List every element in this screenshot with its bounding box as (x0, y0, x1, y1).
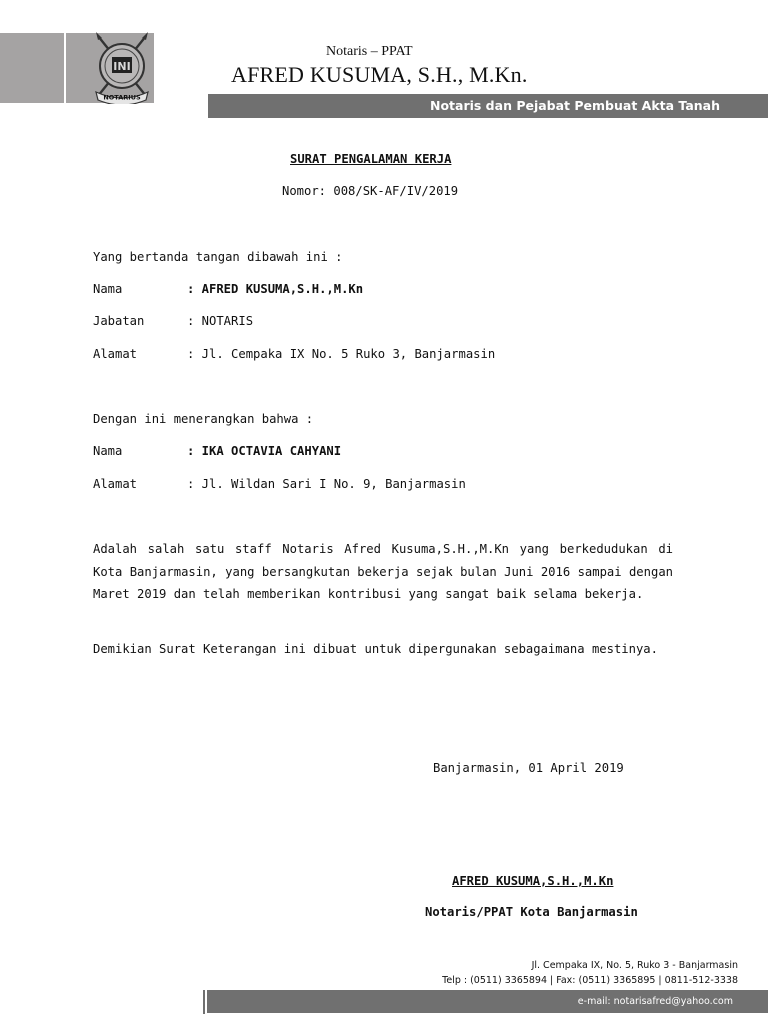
signer-name-value: : AFRED KUSUMA,S.H.,M.Kn (187, 282, 364, 296)
notarius-logo (84, 30, 160, 104)
subject-address-value: : Jl. Wildan Sari I No. 9, Banjarmasin (187, 477, 466, 491)
closing-paragraph: Demikian Surat Keterangan ini dibuat untuk dipergunakan sebagaimana mestinya. (93, 642, 658, 656)
place-date: Banjarmasin, 01 April 2019 (433, 761, 624, 775)
document-number: Nomor: 008/SK-AF/IV/2019 (282, 184, 459, 198)
subject-name-value: : IKA OCTAVIA CAHYANI (187, 444, 342, 458)
footer-email-bar (207, 990, 768, 1013)
subject-address-label: Alamat (93, 477, 138, 491)
footer-address: Jl. Cempaka IX, No. 5, Ruko 3 - Banjarmasin (531, 960, 738, 971)
header-gray-block-left (0, 33, 64, 103)
statement-intro: Dengan ini menerangkan bahwa : (93, 412, 314, 426)
footer-phone: Telp : (0511) 3365894 | Fax: (0511) 3365895 | 0811-512-3338 (442, 975, 738, 986)
logo-monogram: INI (113, 60, 131, 73)
letterhead-tagline: Notaris dan Pejabat Pembuat Akta Tanah (429, 98, 720, 113)
signer-name-label: Nama (93, 282, 123, 296)
letterhead-tagline-bar (208, 94, 768, 118)
subject-name-row (93, 444, 341, 458)
logo-ribbon-text: NOTARIUS (103, 93, 141, 102)
intro-text: Yang bertanda tangan dibawah ini : (93, 250, 343, 264)
signer-position-value: : NOTARIS (187, 314, 254, 328)
subject-address-row (93, 477, 466, 491)
signer-address-value: : Jl. Cempaka IX No. 5 Ruko 3, Banjarmasin (187, 347, 496, 361)
body-paragraph: Adalah salah satu staff Notaris Afred Kusuma,S.H.,M.Kn yang berkedudukan di Kota Banjarmasin, yang bersangkutan bekerja sejak bulan Juni 2016 sampai dengan Maret 2019 dan telah memberikan kontribusi yang sangat baik selama bekerja. (93, 542, 673, 602)
footer-divider (203, 990, 205, 1014)
signer-position-row (93, 314, 253, 328)
signature-title: Notaris/PPAT Kota Banjarmasin (425, 905, 638, 919)
letterhead-name: AFRED KUSUMA, S.H., M.Kn. (231, 62, 528, 87)
signer-address-row (93, 347, 495, 361)
footer-email[interactable]: e-mail: notarisafred@yahoo.com (577, 996, 733, 1007)
subject-name-label: Nama (93, 444, 123, 458)
signature-name: AFRED KUSUMA,S.H.,M.Kn (452, 874, 614, 888)
signer-name-row (93, 282, 363, 296)
signer-position-label: Jabatan (93, 314, 145, 328)
document-title: SURAT PENGALAMAN KERJA (290, 152, 452, 166)
letterhead-subtitle: Notaris – PPAT (326, 44, 413, 59)
signer-address-label: Alamat (93, 347, 138, 361)
